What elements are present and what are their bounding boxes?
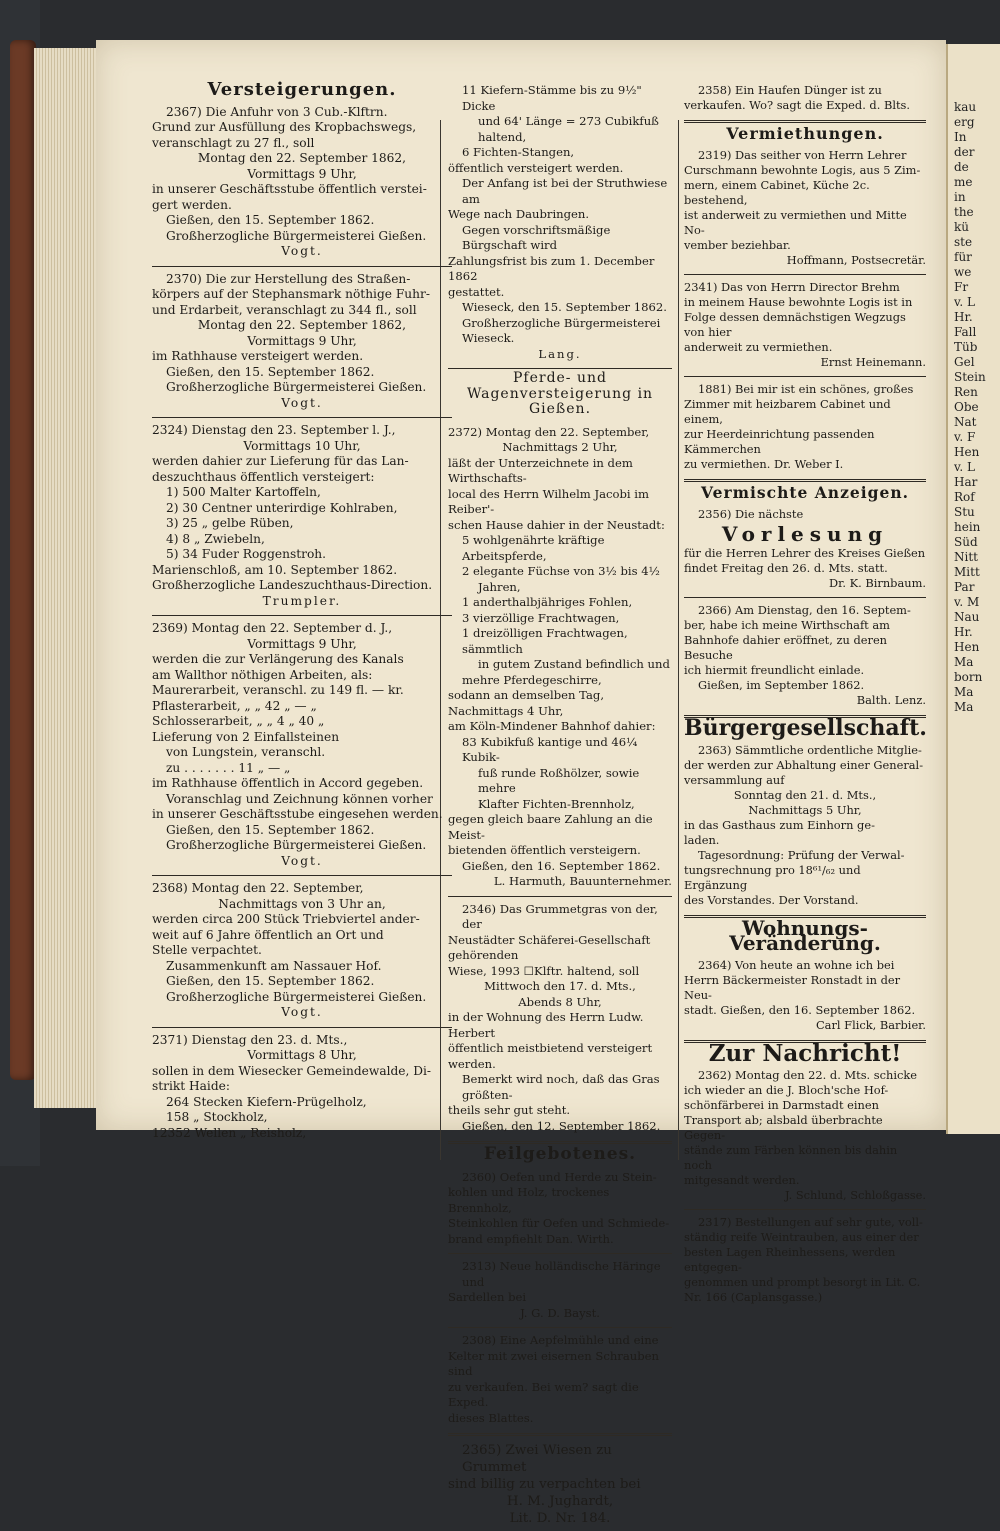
page-stack-edge bbox=[34, 48, 104, 1108]
text-line: Lit. D. Nr. 184. bbox=[509, 1511, 611, 1526]
text-line: 2317) Bestellungen auf sehr gute, voll- bbox=[698, 1215, 923, 1229]
divider bbox=[684, 274, 926, 275]
text-line: Marienschloß, am 10. September 1862. bbox=[152, 562, 398, 577]
text-line: Vormittags 8 Uhr, bbox=[247, 1048, 357, 1062]
ad-2362 bbox=[684, 1065, 926, 1207]
facing-page-fragment: Ma bbox=[954, 685, 974, 699]
text-line: zu vermiethen. Dr. Weber I. bbox=[684, 457, 844, 471]
text-line: Curschmann bewohnte Logis, aus 5 Zim- bbox=[684, 163, 921, 177]
text-line: laden. bbox=[684, 833, 720, 847]
facing-page-fragment: der bbox=[954, 145, 975, 159]
list-item: 1 dreizölligen Frachtwagen, sämmtlich bbox=[462, 626, 628, 656]
text-line: Großherzogliche Bürgermeisterei Wieseck. bbox=[462, 315, 661, 345]
text-line: zu verkaufen. Bei wem? sagt die Exped. bbox=[448, 1379, 639, 1409]
text-line: Zimmer mit heizbarem Cabinet und einem, bbox=[684, 397, 891, 426]
text-line: mern, einem Cabinet, Küche 2c. bestehend, bbox=[684, 178, 870, 207]
text-line: Gießen, den 15. September 1862. bbox=[166, 213, 375, 227]
facing-page-fragment: the bbox=[954, 205, 974, 219]
text-line: 11 Kiefern-Stämme bis zu 9½" Dicke bbox=[462, 83, 642, 113]
text-line: tungsrechnung pro 18⁶¹/₆₂ und Ergänzung bbox=[684, 863, 861, 892]
text-line: des Vorstandes. Der Vorstand. bbox=[684, 893, 859, 907]
text-line: 2358) Ein Haufen Dünger ist zu bbox=[698, 83, 882, 97]
ad-2367 bbox=[152, 102, 452, 264]
book-spine bbox=[10, 40, 36, 1080]
text-line: stände zum Färben können bis dahin noch bbox=[684, 1143, 898, 1172]
signature: Vogt. bbox=[281, 395, 323, 410]
text-line: Klafter Fichten-Brennholz, bbox=[478, 796, 635, 811]
divider bbox=[448, 368, 672, 369]
facing-page-fragment: für bbox=[954, 250, 972, 264]
text-line: 2365) Zwei Wiesen zu Grummet bbox=[462, 1443, 612, 1475]
signature: J. Schlund, Schloßgasse. bbox=[784, 1188, 926, 1202]
divider bbox=[684, 376, 926, 377]
column-1 bbox=[152, 80, 452, 1145]
heading-zur-nachricht: Zur Nachricht! bbox=[708, 1040, 902, 1067]
text-line: 2370) Die zur Herstellung des Straßen- bbox=[166, 271, 411, 286]
divider bbox=[448, 1327, 672, 1328]
text-line: am Köln-Mindener Bahnhof dahier: bbox=[448, 719, 656, 733]
text-line: besten Lagen Rheinhessens, werden entgegen- bbox=[684, 1245, 896, 1274]
text-line: anderweit zu vermiethen. bbox=[684, 340, 833, 354]
column-3 bbox=[684, 80, 926, 1309]
ad-2313 bbox=[448, 1256, 672, 1325]
text-line: Neustädter Schäferei-Gesellschaft gehörenden bbox=[448, 932, 651, 962]
text-line: Gießen, den 15. September 1862. bbox=[166, 364, 375, 379]
text-line: Vormittags 9 Uhr, bbox=[247, 636, 357, 651]
list-item: 3 vierzöllige Frachtwagen, bbox=[462, 610, 620, 625]
text-line: strikt Haide: bbox=[152, 1079, 230, 1093]
facing-page-fragment: Har bbox=[954, 475, 978, 489]
text-line: Gegen vorschriftsmäßige Bürgschaft wird bbox=[462, 222, 611, 252]
text-line: in unserer Geschäftsstube eingesehen werden. bbox=[152, 807, 443, 821]
text-line: deszuchthaus öffentlich versteigert: bbox=[152, 469, 375, 484]
text-line: 2368) Montag den 22. September, bbox=[152, 881, 364, 895]
text-line: 2308) Eine Aepfelmühle und eine bbox=[462, 1333, 659, 1347]
facing-page-fragment: we bbox=[954, 265, 972, 279]
signature: Lang. bbox=[538, 346, 582, 361]
ad-2363 bbox=[684, 740, 926, 912]
heading-wohnungs-veraenderung: Wohnungs-Veränderung. bbox=[729, 916, 881, 955]
divider bbox=[684, 479, 926, 482]
text-line: mitgesandt werden. bbox=[684, 1173, 800, 1187]
facing-page-fragment: hein bbox=[954, 520, 981, 534]
facing-page-fragment: kü bbox=[954, 220, 969, 234]
text-line: local des Herrn Wilhelm Jacobi im Reiber'- bbox=[448, 486, 650, 516]
text-line: sollen in dem Wiesecker Gemeindewalde, Di- bbox=[152, 1063, 432, 1078]
facing-page-fragment: v. F bbox=[954, 430, 976, 444]
text-line: schönfärberei in Darmstadt einen bbox=[684, 1098, 879, 1112]
text-line: dieses Blattes. bbox=[448, 1410, 534, 1425]
facing-page-fragment: Tüb bbox=[954, 340, 978, 354]
ad-2358 bbox=[684, 80, 926, 117]
heading-vermiethungen: Vermiethungen. bbox=[726, 124, 884, 143]
text-line: Kelter mit zwei eisernen Schrauben sind bbox=[448, 1348, 659, 1378]
signature: Trumpler. bbox=[262, 593, 342, 608]
facing-page-fragment: v. L bbox=[954, 460, 975, 474]
text-line: Abends 8 Uhr, bbox=[518, 994, 602, 1009]
text-line: veranschlagt zu 27 fl., soll bbox=[152, 135, 315, 150]
text-line: Nachmittags 2 Uhr, bbox=[502, 440, 618, 454]
text-line: ich hiermit freundlicht einlade. bbox=[684, 663, 865, 677]
signature: L. Harmuth, Bauunternehmer. bbox=[493, 874, 672, 888]
heading-buergergesellschaft: Bürgergesellschaft. bbox=[684, 715, 927, 741]
facing-page-fragment: v. L bbox=[954, 295, 975, 309]
text-line: Nachmittags 5 Uhr, bbox=[748, 803, 862, 817]
facing-page-fragment: v. M bbox=[954, 595, 980, 609]
text-line: Mittwoch den 17. d. Mts., bbox=[484, 979, 636, 993]
text-line: in gutem Zustand befindlich und bbox=[478, 657, 670, 671]
text-line: Großherzogliche Bürgermeisterei Gießen. bbox=[166, 228, 427, 243]
heading-feilgebotenes: Feilgebotenes. bbox=[483, 1144, 637, 1164]
text-line: körpers auf der Stephansmark nöthige Fuhr- bbox=[152, 287, 430, 301]
column-rule bbox=[678, 120, 679, 1160]
signature: J. G. D. Bayst. bbox=[520, 1305, 600, 1320]
divider bbox=[152, 266, 452, 267]
ad-2356 bbox=[684, 504, 926, 595]
text-line: Montag den 22. September 1862, bbox=[197, 151, 407, 165]
facing-page-fragment: Nau bbox=[954, 610, 980, 624]
text-line: werden circa 200 Stück Triebviertel ander- bbox=[152, 912, 420, 926]
text-line: Bemerkt wird noch, daß das Gras größten- bbox=[462, 1072, 660, 1102]
text-line: Nachmittags von 3 Uhr an, bbox=[218, 896, 386, 911]
signature: Dr. K. Birnbaum. bbox=[829, 576, 926, 590]
list-item: 1 anderthalbjähriges Fohlen, bbox=[462, 595, 633, 609]
text-line: Folge dessen demnächstigen Wegzugs von hier bbox=[684, 310, 906, 339]
facing-page-fragment: Stu bbox=[954, 505, 975, 519]
text-line: Gießen, den 15. September 1862. bbox=[166, 822, 375, 837]
divider bbox=[684, 120, 926, 123]
text-line: Steinkohlen für Oefen und Schmiede- bbox=[448, 1216, 670, 1230]
text-line: Wiese, 1993 ☐Klftr. haltend, soll bbox=[448, 963, 640, 978]
text-line: werden die zur Verlängerung des Kanals bbox=[152, 652, 404, 666]
text-line: 2313) Neue holländische Häringe und bbox=[462, 1259, 661, 1289]
divider bbox=[152, 875, 452, 876]
text-line: haltend, bbox=[478, 129, 527, 144]
facing-page-fragment: de bbox=[954, 160, 969, 174]
signature: Vogt. bbox=[281, 1005, 323, 1019]
text-line: Herrn Bäckermeister Ronstadt in der Neu- bbox=[684, 973, 901, 1002]
text-line: Gießen, den 15. September 1862. bbox=[166, 974, 375, 988]
text-line: 2366) Am Dienstag, den 16. Septem- bbox=[698, 603, 911, 617]
text-line: Großherzogliche Bürgermeisterei Gießen. bbox=[166, 380, 427, 394]
text-line: 2371) Dienstag den 23. d. Mts., bbox=[152, 1032, 348, 1047]
text-line: 2324) Dienstag den 23. September l. J., bbox=[152, 423, 396, 437]
text-line: im Rathhause öffentlich in Accord gegeben. bbox=[152, 776, 424, 790]
text-line: ist anderweit zu vermiethen und Mitte No- bbox=[684, 208, 907, 237]
signature: Hoffmann, Postsecretär. bbox=[786, 253, 926, 267]
text-line: der werden zur Abhaltung einer General- bbox=[684, 758, 924, 772]
text-line: ständig reife Weintrauben, aus einer der bbox=[684, 1230, 919, 1244]
text-line: in meinem Hause bewohnte Logis ist in bbox=[684, 295, 913, 309]
text-line: am Wallthor nöthigen Arbeiten, als: bbox=[152, 667, 373, 682]
text-line: Schlosserarbeit, „ „ 4 „ 40 „ bbox=[152, 714, 325, 728]
text-line: weit auf 6 Jahre öffentlich an Ort und bbox=[152, 927, 384, 942]
text-line: 1881) Bei mir ist ein schönes, großes bbox=[698, 382, 914, 396]
text-line: Bahnhofe dahier eröffnet, zu deren Besuche bbox=[684, 633, 888, 662]
text-line: Gießen, den 12. September 1862. bbox=[462, 1118, 661, 1133]
divider bbox=[152, 615, 452, 616]
text-line: 2369) Montag den 22. September d. J., bbox=[152, 621, 393, 635]
facing-page-fragment: erg bbox=[954, 115, 975, 129]
text-line: Der Anfang ist bei der Struthwiese am bbox=[462, 176, 668, 206]
facing-page-fragment: Par bbox=[954, 580, 975, 594]
text-line: Grund zur Ausfüllung des Kropbachswegs, bbox=[152, 120, 417, 134]
text-line: Großherzogliche Bürgermeisterei Gießen. bbox=[166, 989, 427, 1004]
text-line: zur Heerdeinrichtung passenden Kämmerchen bbox=[684, 427, 875, 456]
ad-2371-continued bbox=[448, 80, 672, 366]
divider bbox=[152, 1027, 452, 1028]
text-line: 2364) Von heute an wohne ich bei bbox=[698, 958, 895, 972]
facing-page-fragment: ste bbox=[954, 235, 973, 249]
text-line: gegen gleich baare Zahlung an die Meist- bbox=[448, 812, 653, 842]
text-line: Zusammenkunft am Nassauer Hof. bbox=[166, 958, 382, 973]
ad-2319 bbox=[684, 145, 926, 272]
ad-2317 bbox=[684, 1212, 926, 1309]
facing-page-fragment: Stein bbox=[954, 370, 986, 384]
facing-page-fragment: kau bbox=[954, 100, 977, 114]
text-line: Pflasterarbeit, „ „ 42 „ — „ bbox=[152, 698, 317, 713]
headline-vorlesung: Vorlesung bbox=[721, 522, 889, 546]
text-line: Großherzogliche Bürgermeisterei Gießen. bbox=[166, 838, 427, 852]
facing-page-fragment: Ma bbox=[954, 700, 974, 714]
text-line: Wege nach Daubringen. bbox=[448, 207, 590, 221]
text-line: 2367) Die Anfuhr von 3 Cub.-Klftrn. bbox=[166, 104, 388, 119]
facing-page-edge bbox=[946, 44, 1000, 1134]
facing-page-fragment: in bbox=[954, 190, 966, 204]
facing-page-fragment: Ma bbox=[954, 655, 974, 669]
text-line: 83 Kubikfuß kantige und 46¼ Kubik- bbox=[462, 734, 638, 764]
newspaper-page bbox=[96, 40, 946, 1526]
list-item: 2) 30 Centner unterirdige Kohlraben, bbox=[166, 500, 398, 515]
text-line: sind billig zu verpachten bei bbox=[448, 1477, 641, 1492]
text-line: kohlen und Holz, trockenes Brennholz, bbox=[448, 1185, 610, 1215]
facing-page-fragment: Hr. bbox=[954, 625, 973, 639]
divider bbox=[448, 1433, 672, 1436]
text-line: fuß runde Roßhölzer, sowie mehre bbox=[478, 765, 640, 795]
text-line: schen Hause dahier in der Neustadt: bbox=[448, 517, 665, 532]
text-line: 12352 Wellen „ Reisholz, bbox=[152, 1125, 307, 1140]
text-line: findet Freitag den 26. d. Mts. statt. bbox=[684, 561, 888, 575]
text-line: Nr. 166 (Caplansgasse.) bbox=[684, 1290, 823, 1304]
signature: Vogt. bbox=[281, 244, 323, 258]
text-line: 264 Stecken Kiefern-Prügelholz, bbox=[166, 1094, 367, 1109]
divider bbox=[448, 896, 672, 897]
text-line: gestattet. bbox=[448, 284, 505, 299]
heading-pferde-versteigerung: Pferde- und Wagenversteigerung in Gießen. bbox=[466, 370, 654, 417]
text-line: Großherzogliche Landeszuchthaus-Direction. bbox=[152, 578, 433, 592]
facing-page-fragment: Nitt bbox=[954, 550, 978, 564]
facing-page-fragment: Hen bbox=[954, 445, 980, 459]
signature: Carl Flick, Barbier. bbox=[815, 1018, 926, 1032]
text-line: werden dahier zur Lieferung für das Lan- bbox=[152, 454, 409, 468]
ad-2324 bbox=[152, 420, 452, 613]
text-line: versammlung auf bbox=[684, 773, 785, 787]
text-line: ich wieder an die J. Bloch'sche Hof- bbox=[684, 1083, 889, 1097]
text-line: verkaufen. Wo? sagt die Exped. d. Blts. bbox=[684, 98, 911, 112]
signature: Vogt. bbox=[281, 853, 323, 868]
text-line: vember beziehbar. bbox=[684, 238, 791, 252]
text-line: 2363) Sämmtliche ordentliche Mitglie- bbox=[698, 743, 922, 757]
signature: H. M. Jughardt, bbox=[506, 1494, 614, 1509]
text-line: und 64' Länge = 273 Cubikfuß bbox=[478, 114, 659, 128]
text-line: Jahren, bbox=[478, 579, 521, 594]
facing-page-fragment: Hr. bbox=[954, 310, 973, 324]
list-item: 1) 500 Malter Kartoffeln, bbox=[166, 485, 321, 499]
facing-page-fragment: Nat bbox=[954, 415, 977, 429]
column-2 bbox=[448, 80, 672, 1531]
text-line: 2356) Die nächste bbox=[698, 507, 804, 521]
text-line: 2319) Das seither von Herrn Lehrer bbox=[698, 148, 907, 162]
facing-page-fragment: Gel bbox=[954, 355, 975, 369]
text-line: Voranschlag und Zeichnung können vorher bbox=[166, 791, 433, 806]
ad-2368 bbox=[152, 878, 452, 1025]
facing-page-fragment: me bbox=[954, 175, 973, 189]
text-line: Lieferung von 2 Einfallsteinen bbox=[152, 729, 340, 744]
text-line: Sonntag den 21. d. Mts., bbox=[733, 788, 877, 802]
facing-page-fragment: Ren bbox=[954, 385, 978, 399]
text-line: 2346) Das Grummetgras von der, der bbox=[462, 901, 658, 931]
ad-2308 bbox=[448, 1330, 672, 1430]
list-item: 3) 25 „ gelbe Rüben, bbox=[166, 516, 294, 530]
facing-page-fragment: Hen bbox=[954, 640, 980, 654]
text-line: Vormittags 10 Uhr, bbox=[243, 438, 361, 453]
text-line: theils sehr gut steht. bbox=[448, 1103, 571, 1117]
text-line: genommen und prompt besorgt in Lit. C. bbox=[684, 1275, 921, 1289]
text-line: Maurerarbeit, veranschl. zu 149 fl. — kr. bbox=[152, 683, 404, 697]
ad-2371 bbox=[152, 1030, 452, 1146]
list-item: 4) 8 „ Zwiebeln, bbox=[166, 531, 265, 546]
ad-2370 bbox=[152, 269, 452, 416]
ad-2372 bbox=[448, 422, 672, 894]
text-line: Montag den 22. September 1862, bbox=[197, 318, 407, 332]
text-line: Zahlungsfrist bis zum 1. December 1862 bbox=[448, 253, 655, 283]
ad-2369 bbox=[152, 618, 452, 873]
ad-2365 bbox=[448, 1439, 672, 1531]
text-line: 2341) Das von Herrn Director Brehm bbox=[684, 280, 900, 294]
divider bbox=[684, 1209, 926, 1210]
facing-page-fragment: Rof bbox=[954, 490, 975, 504]
divider bbox=[152, 417, 452, 418]
divider bbox=[448, 1253, 672, 1254]
text-line: in das Gasthaus zum Einhorn ge- bbox=[684, 818, 875, 832]
ad-2341 bbox=[684, 277, 926, 374]
text-line: Wieseck, den 15. September 1862. bbox=[462, 300, 667, 314]
signature: Balth. Lenz. bbox=[856, 693, 926, 707]
ad-2364 bbox=[684, 955, 926, 1037]
divider bbox=[684, 597, 926, 598]
text-line: ber, habe ich meine Wirthschaft am bbox=[684, 618, 890, 632]
facing-page-fragment: Fall bbox=[954, 325, 977, 339]
facing-page-fragment: In bbox=[954, 130, 967, 144]
ad-2366 bbox=[684, 600, 926, 712]
text-line: läßt der Unterzeichnete in dem Wirthschafts- bbox=[448, 455, 633, 485]
text-line: in der Wohnung des Herrn Ludw. Herbert bbox=[448, 1010, 644, 1040]
text-line: gert werden. bbox=[152, 197, 232, 212]
text-line: Vormittags 9 Uhr, bbox=[247, 333, 357, 348]
text-line: im Rathhause versteigert werden. bbox=[152, 349, 364, 363]
text-line: Sardellen bei bbox=[448, 1290, 527, 1304]
facing-page-fragment: Obe bbox=[954, 400, 979, 414]
text-line: 6 Fichten-Stangen, bbox=[462, 145, 575, 159]
heading-versteigerungen: Versteigerungen. bbox=[207, 79, 397, 100]
text-line: sodann an demselben Tag, Nachmittags 4 Uhr, bbox=[448, 688, 605, 718]
list-item: 5) 34 Fuder Roggenstroh. bbox=[166, 547, 327, 561]
facing-page-fragment: born bbox=[954, 670, 983, 684]
facing-page-fragment: Mitt bbox=[954, 565, 980, 579]
text-line: für die Herren Lehrer des Kreises Gießen bbox=[684, 546, 926, 560]
text-line: öffentlich versteigert werden. bbox=[448, 160, 624, 175]
text-line: zu . . . . . . . 11 „ — „ bbox=[166, 760, 291, 775]
text-line: 2360) Oefen und Herde zu Stein- bbox=[462, 1169, 657, 1184]
facing-page-fragment: Süd bbox=[954, 535, 978, 549]
text-line: von Lungstein, veranschl. bbox=[166, 745, 326, 759]
text-line: Tagesordnung: Prüfung der Verwal- bbox=[698, 848, 905, 862]
facing-page-fragment: Fr bbox=[954, 280, 969, 294]
text-line: brand empfiehlt Dan. Wirth. bbox=[448, 1231, 614, 1246]
ad-1881 bbox=[684, 379, 926, 476]
text-line: Stelle verpachtet. bbox=[152, 943, 262, 957]
text-line: und Erdarbeit, veranschlagt zu 344 fl., soll bbox=[152, 302, 417, 317]
text-line: Vormittags 9 Uhr, bbox=[247, 166, 357, 181]
text-line: Gießen, im September 1862. bbox=[698, 678, 865, 692]
ad-2360 bbox=[448, 1167, 672, 1252]
ad-2346 bbox=[448, 899, 672, 1139]
list-item: 2 elegante Füchse von 3½ bis 4½ bbox=[462, 564, 660, 578]
text-line: 2362) Montag den 22. d. Mts. schicke bbox=[698, 1068, 918, 1082]
text-line: bietenden öffentlich versteigern. bbox=[448, 843, 641, 857]
text-line: in unserer Geschäftsstube öffentlich verstei- bbox=[152, 182, 427, 196]
text-line: 2372) Montag den 22. September, bbox=[448, 424, 650, 439]
list-item: 5 wohlgenährte kräftige Arbeitspferde, bbox=[462, 533, 605, 563]
text-line: stadt. Gießen, den 16. September 1862. bbox=[684, 1003, 916, 1017]
text-line: mehre Pferdegeschirre, bbox=[462, 672, 602, 687]
text-line: Gießen, den 16. September 1862. bbox=[462, 858, 661, 873]
heading-vermischte-anzeigen: Vermischte Anzeigen. bbox=[701, 483, 909, 502]
text-line: öffentlich meistbietend versteigert werden. bbox=[448, 1041, 653, 1071]
text-line: Transport ab; alsbald überbrachte Gegen- bbox=[684, 1113, 883, 1142]
signature: Ernst Heinemann. bbox=[820, 355, 926, 369]
text-line: 158 „ Stockholz, bbox=[166, 1110, 268, 1124]
